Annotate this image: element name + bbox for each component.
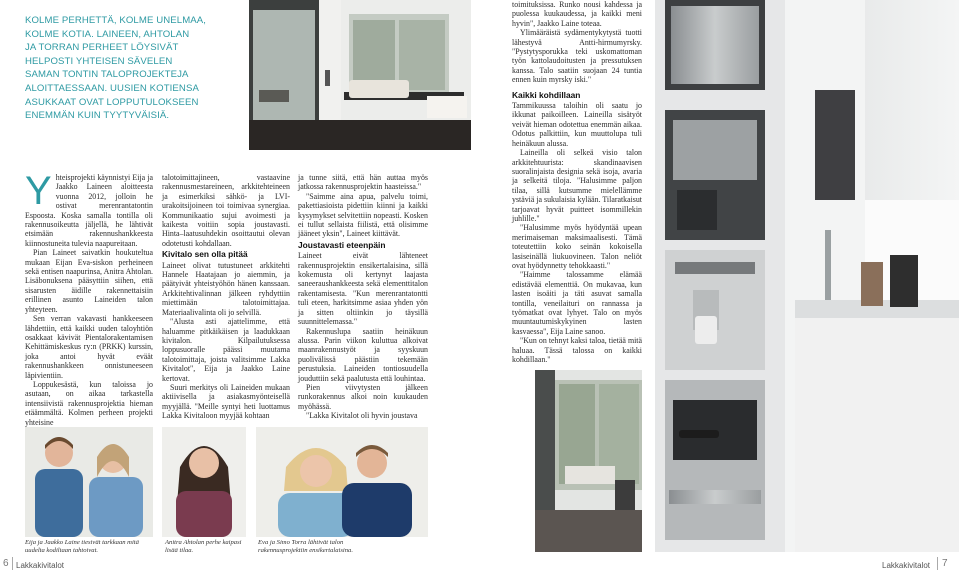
paragraph: "Halusimme myös hyödyntää upean merimaiseman maksimaalisesti. Tämä toteutettiin koko seinän kokoisella lasiseinällä liukuovineen. Talon neliöt ovat hyödynnetty tehokkaasti." [512, 223, 642, 270]
paragraph: hteisprojekti käynnistyi Eija ja Jaakko Laineen aloitteesta vuonna 2012, jolloin he ostivat merenrantatontin Espoosta. Koska samalla tontilla oli rakennusoikeutta jäljellä, he lähtivät etsimään rakennushankkeesta kiinnostuneita tulevia naapureitaan. [25, 173, 153, 248]
paragraph: talotoimittajineen, vastaavine rakennusmestareineen, arkkitehteineen ja esimerkiksi sähkö- ja LVI-urakoitsijoineen toi toimivaa synergiaa. Kommunikaatio sujui avoimesti ja kaikesta voitiin sopia joustavasti. Hinta–laatusuhdekin osoittautui olevan odotetusti kohdallaan. [162, 173, 290, 248]
torra-family-photo [256, 427, 428, 537]
torra-family-illustration [256, 427, 428, 537]
lead-line: SAMAN TONTIN TALOPROJEKTEJA [25, 69, 189, 81]
living-room-illustration [249, 0, 471, 150]
lead-paragraph [25, 14, 230, 123]
laine-family-illustration [25, 427, 153, 537]
footer-brand-right: Lakkakivitalot [882, 561, 931, 570]
photo-caption-torra: Eva ja Simo Torra lähtivät talon rakennusprojektiin ensikertalaisina. [258, 539, 353, 554]
terrace-illustration [535, 370, 642, 552]
photo-caption-laine: Eija ja Jaakko Laine tiesivät tarkkaan mitä uudelta kodiltaan tahtoivat. [25, 539, 139, 554]
paragraph: "Kun on tehnyt kaksi taloa, tietää mitä haluaa. Tässä talossa on kaikki kohdillaan." [512, 336, 642, 365]
paragraph: Laineilla oli selkeä visio talon arkkitehtuurista: skandinaavisen suoralinjaista designia sekä isoja, avaria ja selkeitä tiloja. "Halusimme paljon tilaa, sillä kutsumme mielellämme ystäviä ja sukulaisia kylään. Tilaratkaisut tarjoavat hyvät puitteet isommillekin juhlille." [512, 148, 642, 223]
terrace-photo [535, 370, 642, 552]
lead-line: JA TORRAN PERHEET LÖYSIVÄT [25, 42, 179, 54]
subheading: Joustavasti eteenpäin [298, 239, 386, 250]
subheading: Kivitalo sen olla pitää [162, 249, 248, 260]
footer-left [3, 558, 9, 569]
kitchen-photo [655, 0, 959, 552]
paragraph: Pian Laineet saivatkin houkuteltua mukaan Eijan Eva-siskon perheineen sekä entisen naapurinsa, Anitra Ahtolan. Lisäbonuksena pääsyttiin siihen, että sisarusten äidille rakennettaisiin erillinen asunto Laineiden talon yhteyteen. [25, 248, 153, 314]
paragraph: Pien viivytysten jälkeen runkorakennus alkoi noin kuukauden myöhässä. [298, 382, 428, 411]
lead-line: KOLME PERHETTÄ, KOLME UNELMAA, [25, 15, 207, 26]
drop-cap: Y [25, 169, 52, 213]
paragraph: Suuri merkitys oli Laineiden mukaan aktiivisella ja asiakasmyönteisellä myyjällä. "Meille syntyi heti luottamus Lakka Kivitaloon myyjää kohtaan [162, 382, 290, 421]
article-column-4 [512, 0, 642, 364]
lead-line: HELPOSTI YHTEISEN SÄVELEN [25, 55, 173, 67]
paragraph: Rakennuslupa saatiin heinäkuun alussa. Parin viikon kuluttua alkoivat maanrakennustyöt ja syyskuun puolivälissä päästiin tekemään perustuksia. Laineiden tontiosuudella jouduttiin sekä paalutusta että louhintaa. [298, 326, 428, 383]
footer-divider-left [12, 557, 13, 570]
lead-line: KOLME KOTIA. LAINEEN, AHTOLAN [25, 28, 190, 40]
footer-right [942, 558, 948, 569]
paragraph: "Lakka Kivitalot oli hyvin joustava [306, 411, 418, 421]
subheading: Kaikki kohdillaan [512, 89, 581, 100]
paragraph: "Saimme aina apua, palvelu toimi, pakettiasioista pidettiin kiinni ja kaikki kysymykset selvitettiin nopeasti. Kosken ei tullut sellaista fiilistä, että olisimme jääneet yksin", Laineet kiittävät. [298, 191, 428, 239]
paragraph: toimituksissa. Runko nousi kahdessa ja puolessa kuukaudessa, ja kaikki meni hyvin", Jaakko Laine toteaa. [512, 0, 642, 28]
paragraph: ja tunne siitä, että hän auttaa myös jatkossa rakennusprojektin haasteissa." [298, 173, 428, 192]
lead-line: ENEMMÄN KUIN TYYTYVÄISIÄ. [25, 110, 170, 122]
ahtola-family-illustration [162, 427, 246, 537]
paragraph: "Alusta asti ajattelimme, että haluamme pitkäikäisen ja laadukkaan kivitalon. Kilpailutuksessa loppusuoralle päässi muutama talotoimittaja, joista valitsimme Lakka Kivitalot", Eija ja Jaakko Laine kertovat. [162, 317, 290, 383]
paragraph: Laineet olivat tutustuneet arkkitehti Hannele Haatajaan jo aiemmin, ja päätyivät yhteistyöhön hänen kanssaan. Arkkitehtivalinnan jälkeen ryhdyttiin miettimään talotoimittajaa. Materiaalivalinta oli jo selvillä. [162, 260, 290, 317]
living-room-photo [249, 0, 471, 150]
ahtola-family-photo [162, 427, 246, 537]
paragraph: "Haimme talossamme elämää edistävää elementtiä. On mukavaa, kun lasten isoäiti ja täti asuvat samalla tontilla, veneilaituri on rannassa ja työmatkat ovat lyhyet. Talo on myös muuntautumiskykyinen lasten kasvaessa", Eija Laine sanoo. [512, 270, 642, 336]
article-column-3 [298, 173, 428, 421]
paragraph: Laineet eivät lähteneet rakennusprojektin ensikertalaisina, sillä kokemusta oli kertynyt laajasta saneeraushankkeesta sekä elementtitalon rakentamisesta. "Kun merenrantatontti tuli eteen, harkitsimme asiaa yhden yön ja sitten oltiinkin jo täysillä suunnittelemassa." [298, 251, 428, 327]
lead-line: ASUKKAAT OVAT LOPPUTULOKSEEN [25, 96, 199, 108]
page-number-left: 6 [3, 558, 9, 569]
article-column-2 [162, 173, 290, 421]
article-column-1 [25, 169, 153, 427]
paragraph: Sen verran vakavasti hankkeeseen lähdettiin, että kaikki uuden taloyhtiön osakkaat kävivät Pientalorakentamisen Kehittämiskeskus ry:n (PRKK) kurssin, joka antoi hyvät eväät rakennushankkeen onnistuneeseen läpivientiin. [25, 314, 153, 380]
paragraph: Ylimääräistä sydämentykytystä tuotti lähestyvä Antti-hirmumyrsky. "Pystytysporukka teki uskomattoman työn kattolaudoitusten ja pressutuksen kanssa. Talo saatiin suojaan 24 tuntia ennen kuin myrsky iski." [512, 28, 642, 85]
laine-family-photo [25, 427, 153, 537]
photo-caption-ahtola: Anitra Ahtolan perhe kaipasi lisää tilaa. [165, 539, 242, 554]
footer-divider-right [937, 557, 938, 570]
page-number-right: 7 [942, 558, 948, 569]
lead-line: ALOITTAESSAAN. UUSIEN KOTIENSA [25, 82, 199, 94]
paragraph: Tammikuussa taloihin oli saatu jo ikkunat paikoilleen. Laineilla sisätyöt veivät hieman odotettua enemmän aikaa. Odotus palkittiin, kun muuttolupa tuli heinäkuun alussa. [512, 101, 642, 148]
paragraph: Loppukesästä, kun taloissa jo asutaan, on aikaa tarkastella intensiivistä rakennusprojektia hieman etäämmältä. Kolmen perheen projekti yhteisine [25, 379, 153, 427]
footer-brand-left: Lakkakivitalot [16, 561, 65, 570]
kitchen-illustration [655, 0, 959, 552]
